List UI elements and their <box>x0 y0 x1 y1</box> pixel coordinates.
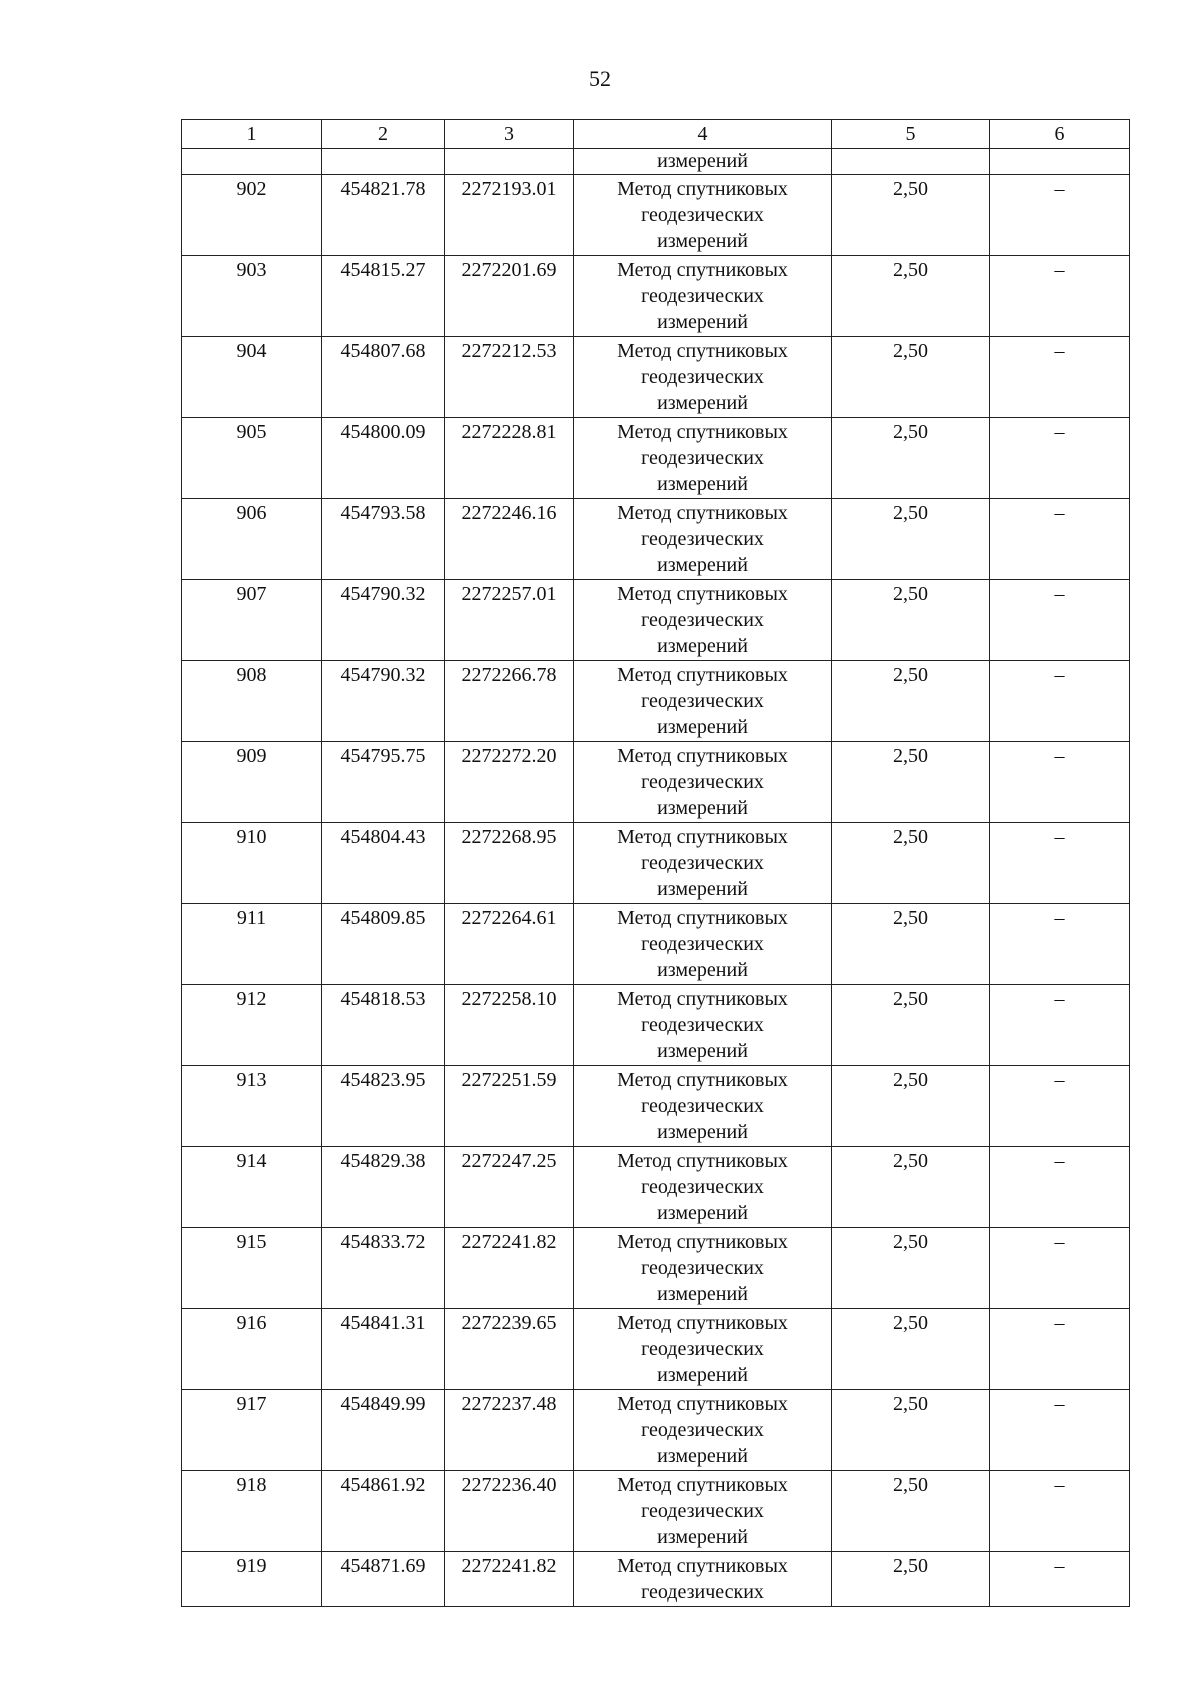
table-row <box>182 418 1130 499</box>
x-coordinate-cell: 454804.43 <box>322 823 445 904</box>
note-cell: – <box>990 1147 1130 1228</box>
x-coordinate-cell: 454807.68 <box>322 337 445 418</box>
accuracy-cell: 2,50 <box>832 823 990 904</box>
method-line: Метод спутниковых <box>617 502 788 524</box>
table-row <box>182 1309 1130 1390</box>
table-row <box>182 256 1130 337</box>
y-coordinate-cell: 2272247.25 <box>445 1147 574 1228</box>
x-coordinate-cell: 454800.09 <box>322 418 445 499</box>
method-line: геодезических <box>641 528 764 550</box>
x-coordinate-cell: 454823.95 <box>322 1066 445 1147</box>
method-cell <box>574 985 832 1066</box>
note-cell: – <box>990 1552 1130 1607</box>
method-line: измерений <box>657 554 748 576</box>
method-line: геодезических <box>641 1014 764 1036</box>
method-line: Метод спутниковых <box>617 1393 788 1415</box>
y-coordinate-cell: 2272193.01 <box>445 175 574 256</box>
method-line: измерений <box>657 1445 748 1467</box>
table-row <box>182 1390 1130 1471</box>
method-line: геодезических <box>641 690 764 712</box>
method-line: геодезических <box>641 447 764 469</box>
method-line: геодезических <box>641 1095 764 1117</box>
note-cell: – <box>990 418 1130 499</box>
x-coordinate-cell: 454841.31 <box>322 1309 445 1390</box>
method-line: Метод спутниковых <box>617 1555 788 1577</box>
method-line: геодезических <box>641 1581 764 1603</box>
header-cell-6: 6 <box>990 120 1130 149</box>
method-line: измерений <box>657 716 748 738</box>
x-coordinate-cell: 454809.85 <box>322 904 445 985</box>
accuracy-cell: 2,50 <box>832 256 990 337</box>
method-line: Метод спутниковых <box>617 421 788 443</box>
method-cell <box>574 823 832 904</box>
method-line: Метод спутниковых <box>617 664 788 686</box>
table-row <box>182 1471 1130 1552</box>
continuation-cell-5 <box>832 149 990 175</box>
method-line: геодезических <box>641 204 764 226</box>
y-coordinate-cell: 2272257.01 <box>445 580 574 661</box>
method-cell <box>574 499 832 580</box>
y-coordinate-cell: 2272264.61 <box>445 904 574 985</box>
x-coordinate-cell: 454821.78 <box>322 175 445 256</box>
table-row <box>182 175 1130 256</box>
x-coordinate-cell: 454871.69 <box>322 1552 445 1607</box>
method-cell <box>574 1309 832 1390</box>
y-coordinate-cell: 2272237.48 <box>445 1390 574 1471</box>
header-cell-4: 4 <box>574 120 832 149</box>
accuracy-cell: 2,50 <box>832 1066 990 1147</box>
method-line: геодезических <box>641 1500 764 1522</box>
y-coordinate-cell: 2272236.40 <box>445 1471 574 1552</box>
method-line: измерений <box>657 1364 748 1386</box>
accuracy-cell: 2,50 <box>832 661 990 742</box>
method-line: измерений <box>657 392 748 414</box>
x-coordinate-cell: 454833.72 <box>322 1228 445 1309</box>
method-cell <box>574 1390 832 1471</box>
table-row <box>182 1147 1130 1228</box>
method-cell <box>574 904 832 985</box>
method-line: Метод спутниковых <box>617 583 788 605</box>
accuracy-cell: 2,50 <box>832 1471 990 1552</box>
header-cell-1: 1 <box>182 120 322 149</box>
table-row <box>182 904 1130 985</box>
method-line: измерений <box>657 959 748 981</box>
x-coordinate-cell: 454818.53 <box>322 985 445 1066</box>
header-cell-2: 2 <box>322 120 445 149</box>
method-cell <box>574 1147 832 1228</box>
point-number-cell: 917 <box>182 1390 322 1471</box>
method-cell <box>574 175 832 256</box>
note-cell: – <box>990 337 1130 418</box>
point-number-cell: 913 <box>182 1066 322 1147</box>
y-coordinate-cell: 2272246.16 <box>445 499 574 580</box>
method-cell <box>574 256 832 337</box>
note-cell: – <box>990 742 1130 823</box>
method-line: измерений <box>657 1526 748 1548</box>
method-cell <box>574 337 832 418</box>
note-cell: – <box>990 823 1130 904</box>
header-cell-5: 5 <box>832 120 990 149</box>
accuracy-cell: 2,50 <box>832 1552 990 1607</box>
accuracy-cell: 2,50 <box>832 985 990 1066</box>
y-coordinate-cell: 2272201.69 <box>445 256 574 337</box>
note-cell: – <box>990 904 1130 985</box>
x-coordinate-cell: 454849.99 <box>322 1390 445 1471</box>
y-coordinate-cell: 2272239.65 <box>445 1309 574 1390</box>
method-line: геодезических <box>641 933 764 955</box>
note-cell: – <box>990 661 1130 742</box>
point-number-cell: 907 <box>182 580 322 661</box>
method-line: измерений <box>657 1202 748 1224</box>
point-number-cell: 916 <box>182 1309 322 1390</box>
accuracy-cell: 2,50 <box>832 1147 990 1228</box>
method-line: Метод спутниковых <box>617 826 788 848</box>
point-number-cell: 914 <box>182 1147 322 1228</box>
x-coordinate-cell: 454829.38 <box>322 1147 445 1228</box>
point-number-cell: 909 <box>182 742 322 823</box>
method-line: Метод спутниковых <box>617 988 788 1010</box>
accuracy-cell: 2,50 <box>832 580 990 661</box>
method-line: геодезических <box>641 1419 764 1441</box>
x-coordinate-cell: 454861.92 <box>322 1471 445 1552</box>
method-line: измерений <box>657 635 748 657</box>
method-cell <box>574 1228 832 1309</box>
continuation-cell-2 <box>322 149 445 175</box>
accuracy-cell: 2,50 <box>832 1390 990 1471</box>
y-coordinate-cell: 2272212.53 <box>445 337 574 418</box>
method-cell <box>574 1066 832 1147</box>
note-cell: – <box>990 985 1130 1066</box>
point-number-cell: 908 <box>182 661 322 742</box>
continuation-cell-1 <box>182 149 322 175</box>
accuracy-cell: 2,50 <box>832 742 990 823</box>
point-number-cell: 919 <box>182 1552 322 1607</box>
point-number-cell: 918 <box>182 1471 322 1552</box>
table-row <box>182 337 1130 418</box>
method-line: Метод спутниковых <box>617 1312 788 1334</box>
continuation-method: измерений <box>574 149 832 175</box>
method-line: измерений <box>657 311 748 333</box>
point-number-cell: 912 <box>182 985 322 1066</box>
method-line: геодезических <box>641 852 764 874</box>
x-coordinate-cell: 454793.58 <box>322 499 445 580</box>
y-coordinate-cell: 2272241.82 <box>445 1228 574 1309</box>
table-row <box>182 1228 1130 1309</box>
table-row <box>182 985 1130 1066</box>
method-line: Метод спутниковых <box>617 1474 788 1496</box>
method-line: геодезических <box>641 1257 764 1279</box>
method-cell <box>574 661 832 742</box>
method-line: Метод спутниковых <box>617 745 788 767</box>
method-line: геодезических <box>641 366 764 388</box>
point-number-cell: 915 <box>182 1228 322 1309</box>
table-row <box>182 580 1130 661</box>
y-coordinate-cell: 2272268.95 <box>445 823 574 904</box>
method-line: измерений <box>657 797 748 819</box>
method-cell <box>574 580 832 661</box>
x-coordinate-cell: 454795.75 <box>322 742 445 823</box>
note-cell: – <box>990 580 1130 661</box>
note-cell: – <box>990 1471 1130 1552</box>
method-line: геодезических <box>641 771 764 793</box>
method-line: Метод спутниковых <box>617 907 788 929</box>
accuracy-cell: 2,50 <box>832 499 990 580</box>
method-line: Метод спутниковых <box>617 1069 788 1091</box>
method-line: измерений <box>657 230 748 252</box>
continuation-cell-6 <box>990 149 1130 175</box>
note-cell: – <box>990 1390 1130 1471</box>
method-line: Метод спутниковых <box>617 259 788 281</box>
y-coordinate-cell: 2272241.82 <box>445 1552 574 1607</box>
x-coordinate-cell: 454790.32 <box>322 580 445 661</box>
method-line: Метод спутниковых <box>617 178 788 200</box>
note-cell: – <box>990 1309 1130 1390</box>
table-body <box>182 120 1130 1607</box>
header-cell-3: 3 <box>445 120 574 149</box>
method-line: геодезических <box>641 285 764 307</box>
y-coordinate-cell: 2272266.78 <box>445 661 574 742</box>
method-line: измерений <box>657 1121 748 1143</box>
note-cell: – <box>990 175 1130 256</box>
table-row <box>182 1066 1130 1147</box>
accuracy-cell: 2,50 <box>832 1228 990 1309</box>
x-coordinate-cell: 454790.32 <box>322 661 445 742</box>
method-cell <box>574 742 832 823</box>
page-number: 52 <box>589 66 611 91</box>
point-number-cell: 910 <box>182 823 322 904</box>
accuracy-cell: 2,50 <box>832 337 990 418</box>
method-line: Метод спутниковых <box>617 1231 788 1253</box>
note-cell: – <box>990 256 1130 337</box>
method-cell <box>574 1552 832 1607</box>
point-number-cell: 911 <box>182 904 322 985</box>
table-row <box>182 499 1130 580</box>
point-number-cell: 905 <box>182 418 322 499</box>
point-number-cell: 902 <box>182 175 322 256</box>
point-number-cell: 904 <box>182 337 322 418</box>
method-cell <box>574 1471 832 1552</box>
method-line: измерений <box>657 878 748 900</box>
method-line: геодезических <box>641 1176 764 1198</box>
y-coordinate-cell: 2272258.10 <box>445 985 574 1066</box>
method-line: измерений <box>657 1040 748 1062</box>
point-number-cell: 903 <box>182 256 322 337</box>
table-row <box>182 1552 1130 1607</box>
accuracy-cell: 2,50 <box>832 904 990 985</box>
method-line: измерений <box>657 473 748 495</box>
note-cell: – <box>990 1066 1130 1147</box>
y-coordinate-cell: 2272228.81 <box>445 418 574 499</box>
method-line: Метод спутниковых <box>617 1150 788 1172</box>
accuracy-cell: 2,50 <box>832 1309 990 1390</box>
method-line: Метод спутниковых <box>617 340 788 362</box>
method-line: геодезических <box>641 609 764 631</box>
method-cell <box>574 418 832 499</box>
y-coordinate-cell: 2272272.20 <box>445 742 574 823</box>
x-coordinate-cell: 454815.27 <box>322 256 445 337</box>
point-number-cell: 906 <box>182 499 322 580</box>
table-row <box>182 823 1130 904</box>
continuation-row <box>182 149 1130 175</box>
table-row <box>182 661 1130 742</box>
header-row <box>182 120 1130 149</box>
note-cell: – <box>990 1228 1130 1309</box>
accuracy-cell: 2,50 <box>832 418 990 499</box>
note-cell: – <box>990 499 1130 580</box>
method-line: измерений <box>657 1283 748 1305</box>
y-coordinate-cell: 2272251.59 <box>445 1066 574 1147</box>
coordinates-table <box>181 119 1130 1607</box>
accuracy-cell: 2,50 <box>832 175 990 256</box>
method-line: геодезических <box>641 1338 764 1360</box>
table-row <box>182 742 1130 823</box>
continuation-cell-3 <box>445 149 574 175</box>
